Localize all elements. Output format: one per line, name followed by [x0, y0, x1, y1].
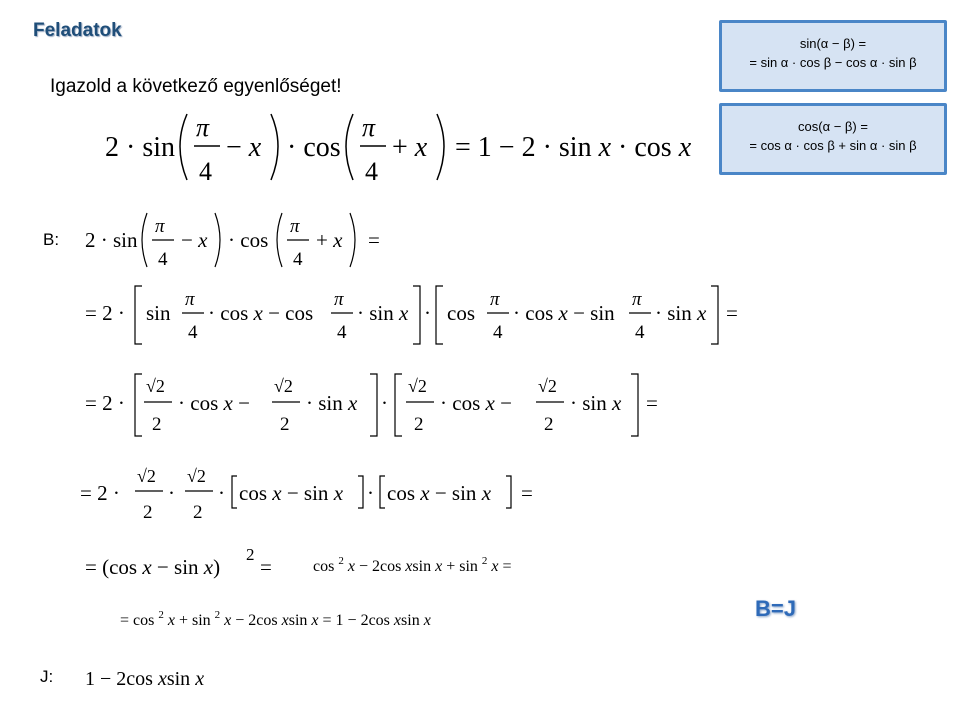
svg-text:·: · [367, 481, 374, 505]
svg-text:4: 4 [293, 249, 303, 270]
svg-text:2: 2 [414, 414, 424, 435]
svg-text:4: 4 [493, 322, 503, 343]
svg-text:√2: √2 [187, 466, 206, 486]
svg-text:= (cos x − sin x): = (cos x − sin x) [85, 555, 221, 579]
svg-text:· cos x − cos: · cos x − cos [208, 301, 314, 325]
svg-text:π: π [196, 113, 210, 142]
svg-text:4: 4 [635, 322, 645, 343]
svg-text:=: = [726, 301, 738, 325]
page-title: Feladatok [33, 20, 122, 41]
svg-text:π: π [155, 216, 165, 237]
simplified-line [115, 603, 555, 633]
main-equation [95, 100, 705, 192]
identity-line: = cos α · cos β + sin α · sin β [749, 138, 917, 153]
left-side-expression [80, 205, 400, 275]
svg-text:1 − 2cos xsin x: 1 − 2cos xsin x [85, 668, 205, 690]
svg-text:= cos 2 x + sin 2 x − 2cos xsi: = cos $^2$ x + sin $^2$ x − 2cos xsin x = 1 − 2cos xsin x [120, 609, 431, 629]
svg-text:· cos x − sin: · cos x − sin [513, 301, 615, 325]
svg-text:2: 2 [152, 414, 162, 435]
svg-text:√2: √2 [274, 376, 293, 396]
factored-line [75, 458, 555, 530]
svg-text:= 2 ·: = 2 · [85, 301, 125, 325]
svg-text:·: · [424, 301, 431, 325]
svg-text:π: π [334, 289, 344, 310]
svg-text:2: 2 [246, 545, 255, 564]
svg-text:4: 4 [199, 157, 212, 186]
svg-text:2 · sin: 2 · sin [85, 228, 138, 252]
svg-text:·: · [381, 391, 388, 415]
task-instruction: Igazold a következő egyenlőséget! [50, 76, 342, 97]
svg-text:π: π [490, 289, 500, 310]
sin-difference-identity-box [719, 20, 947, 92]
identity-line: cos(α − β) = [798, 119, 868, 134]
svg-text:·: · [168, 481, 175, 505]
svg-text:cos x − sin x: cos x − sin x [387, 481, 492, 505]
svg-text:cos 2 x − 2cos xsin x + sin 2: cos $^2$ x − 2cos xsin x + sin $^2$ x = [313, 555, 512, 575]
svg-text:π: π [362, 113, 376, 142]
right-side-label: J: [40, 667, 54, 686]
svg-text:− x: − x [181, 228, 208, 252]
expanded-identities-line [80, 280, 760, 350]
svg-text:π: π [290, 216, 300, 237]
svg-text:sin: sin [146, 301, 171, 325]
svg-text:√2: √2 [137, 466, 156, 486]
svg-text:4: 4 [365, 157, 378, 186]
right-side-expression [80, 660, 300, 694]
svg-text:4: 4 [188, 322, 198, 343]
svg-text:√2: √2 [146, 376, 165, 396]
left-side-label: B: [43, 230, 60, 249]
svg-text:=: = [646, 391, 658, 415]
svg-text:· sin x: · sin x [570, 391, 622, 415]
svg-text:=: = [368, 228, 380, 252]
svg-text:·: · [218, 481, 225, 505]
svg-text:· sin x: · sin x [306, 391, 358, 415]
svg-text:+ x: + x [392, 132, 428, 163]
svg-text:cos: cos [447, 301, 475, 325]
svg-text:2: 2 [193, 502, 203, 523]
conclusion-badge: B=J [755, 596, 796, 621]
identity-line: = sin α · cos β − cos α · sin β [749, 55, 917, 70]
svg-text:· cos x −: · cos x − [440, 391, 512, 415]
svg-text:· cos x −: · cos x − [178, 391, 250, 415]
svg-text:=: = [260, 555, 272, 579]
cos-difference-identity-box [719, 103, 947, 175]
svg-text:π: π [185, 289, 195, 310]
svg-text:= 2 ·: = 2 · [85, 391, 125, 415]
substituted-values-line [80, 368, 680, 443]
svg-text:+ x: + x [316, 228, 343, 252]
svg-text:· cos: · cos [228, 228, 269, 252]
svg-text:2: 2 [143, 502, 153, 523]
svg-text:√2: √2 [538, 376, 557, 396]
svg-text:4: 4 [158, 249, 168, 270]
svg-text:· sin x: · sin x [357, 301, 409, 325]
svg-text:= 1 − 2 · sin x · cos x: = 1 − 2 · sin x · cos x [455, 132, 692, 163]
svg-text:− x: − x [226, 132, 262, 163]
svg-text:√2: √2 [408, 376, 427, 396]
svg-text:2: 2 [280, 414, 290, 435]
squared-line [80, 543, 600, 593]
svg-text:4: 4 [337, 322, 347, 343]
svg-text:=: = [521, 481, 533, 505]
identity-line: sin(α − β) = [799, 36, 867, 51]
svg-text:2 · sin: 2 · sin [105, 132, 175, 163]
svg-text:= 2 ·: = 2 · [80, 481, 120, 505]
svg-text:π: π [632, 289, 642, 310]
svg-text:· sin x: · sin x [655, 301, 707, 325]
svg-text:· cos: · cos [287, 132, 341, 163]
svg-text:cos x − sin x: cos x − sin x [239, 481, 344, 505]
svg-text:2: 2 [544, 414, 554, 435]
